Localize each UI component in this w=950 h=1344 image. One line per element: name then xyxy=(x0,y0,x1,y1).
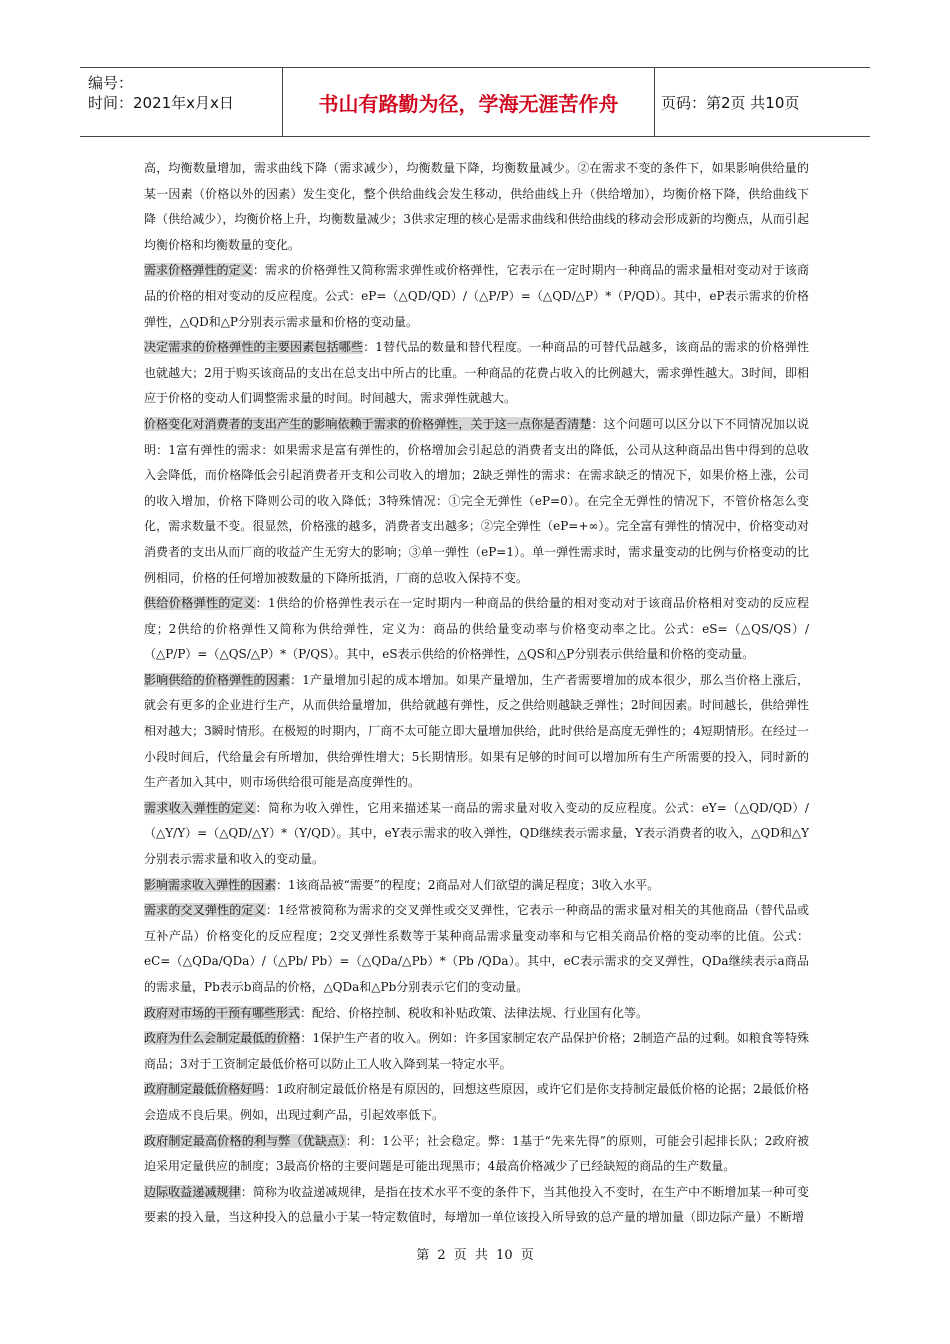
header-page-cell xyxy=(655,68,870,136)
paragraph-body: ：1经常被简称为需求的交叉弹性或交叉弹性，它表示一种商品的需求量对相关的其他商品（替代品或互补产品）价格变化的反应程度；2交叉弹性系数等于某种商品需求量变动率和与它相关商品价格的变动率的比值。公式：eC=（△QDa/QDa）/（△Pb/ Pb）=（△QDa/△Pb）*（Pb /QDa）。其中，eC表示需求的交叉弹性，QDa继续表示a商品的需求量，Pb表示b商品的价格，△QDa和△Pb分别表示它们的变动量。 xyxy=(144,903,809,994)
paragraph-heading: 决定需求的价格弹性的主要因素包括哪些 xyxy=(144,340,364,355)
paragraph-body: ：利：1公平；社会稳定。弊：1基于“先来先得”的原则，可能会引起排长队；2政府被迫采用定量供应的制度；3最高价格的主要问题是可能出现黑市；4最高价格减少了已经缺短的商品的生产数量。 xyxy=(144,1133,809,1174)
paragraph-body: ：简称为收益递减规律，是指在技术水平不变的条件下，当其他投入不变时，在生产中不断增加某一种可变要素的投入量，当这种投入的总量小于某一特定数值时，每增加一单位该投入所导致的总产量的增加量（即边际产量）不断增 xyxy=(144,1184,809,1225)
paragraph-body: 高，均衡数量增加，需求曲线下降（需求减少），均衡数量下降，均衡数量减少。②在需求不变的条件下，如果影响供给量的某一因素（价格以外的因素）发生变化，整个供给曲线会发生移动，供给曲线上升（供给增加），均衡价格下降，供给曲线下降（供给减少），均衡价格上升，均衡数量减少；3供求定理的核心是需求曲线和供给曲线的移动会形成新的均衡点，从而引起均衡价格和均衡数量的变化。 xyxy=(144,161,809,252)
paragraph-heading: 需求收入弹性的定义 xyxy=(144,800,256,815)
paragraph-body: ：需求的价格弹性又简称需求弹性或价格弹性，它表示在一定时期内一种商品的需求量相对变动对于该商品的价格的相对变动的反应程度。公式：eP=（△QD/QD）/（△P/P）=（△QD/△P）*（P/QD）。其中，eP表示需求的价格弹性，△QD和△P分别表示需求量和价格的变动量。 xyxy=(144,263,809,329)
paragraph-heading: 价格变化对消费者的支出产生的影响依赖于需求的价格弹性，关于这一点你是否清楚 xyxy=(144,416,592,431)
paragraph xyxy=(144,873,809,899)
header-meta-cell xyxy=(80,68,283,136)
paragraph-body: ：1保护生产者的收入。例如：许多国家制定农产品保护价格；2制造产品的过剩。如粮食等特殊商品；3对于工资制定最低价格可以防止工人收入降到某一特定水平。 xyxy=(144,1031,809,1071)
paragraph-heading: 政府制定最低价格好吗 xyxy=(144,1082,265,1097)
paragraph xyxy=(144,668,809,796)
paragraph xyxy=(144,1001,809,1027)
paragraph-body: ：简称为收入弹性，它用来描述某一商品的需求量对收入变动的反应程度。公式：eY=（△QD/QD）/（△Y/Y）=（△QD/△Y）*（Y/QD）。其中，eY表示需求的收入弹性，QD继续表示需求量，Y表示消费者的收入，△QD和△Y分别表示需求量和收入的变动量。 xyxy=(144,800,809,867)
paragraph xyxy=(144,1026,809,1077)
header-page-number: 页码：第2页 共10页 xyxy=(661,93,800,112)
paragraph-heading: 边际收益递减规律 xyxy=(144,1184,241,1199)
paragraph xyxy=(144,258,809,335)
header-motto-cell xyxy=(283,68,655,136)
paragraph-heading: 政府对市场的干预有哪些形式 xyxy=(144,1005,301,1020)
paragraph-body: ：1该商品被“需要”的程度；2商品对人们欲望的满足程度；3收入水平。 xyxy=(276,877,660,892)
paragraph xyxy=(144,796,809,873)
paragraph xyxy=(144,898,809,1000)
paragraph xyxy=(144,1129,809,1180)
paragraph-body: ：配给、价格控制、税收和补贴政策、法律法规、行业国有化等。 xyxy=(300,1005,649,1020)
paragraph-heading: 供给价格弹性的定义 xyxy=(144,596,256,611)
paragraph-body: ：1替代品的数量和替代程度。一种商品的可替代品越多，该商品的需求的价格弹性也就越大；2用于购买该商品的支出在总支出中所占的比重。一种商品的花费占收入的比例越大，需求弹性越大。3时间，即相应于价格的变动人们调整需求量的时间。时间越大，需求弹性就越大。 xyxy=(144,340,809,406)
paragraph xyxy=(144,335,809,412)
paragraph-body: ：这个问题可以区分以下不同情况加以说明：1富有弹性的需求：如果需求是富有弹性的，价格增加会引起总的消费者支出的降低，公司从这种商品出售中得到的总收入会降低，而价格降低会引起消费者开支和公司收入的增加；2缺乏弹性的需求：在需求缺乏的情况下，如果价格上涨，公司的收入增加，价格下降则公司的收入降低；3特殊情况：①完全无弹性（eP=0）。在完全无弹性的情况下，不管价格怎么变化，需求数量不变。很显然，价格涨的越多，消费者支出越多；②完全弹性（eP=+∞）。完全富有弹性的情况中，价格变动对消费者的支出从而厂商的收益产生无穷大的影响；③单一弹性（eP=1）。单一弹性需求时，需求量变动的比例与价格变动的比例相同，价格的任何增加被数量的下降所抵消，厂商的总收入保持不变。 xyxy=(144,416,809,585)
paragraph-heading: 政府制定最高价格的利与弊（优缺点） xyxy=(144,1133,346,1148)
paragraph-body: ：1产量增加引起的成本增加。如果产量增加，生产者需要增加的成本很少，那么当价格上涨后，就会有更多的企业进行生产，从而供给量增加，供给就越有弹性，反之供给则越缺乏弹性；2时间因素。时间越长，供给弹性相对越大；3瞬时情形。在极短的时期内，厂商不太可能立即大量增加供给，此时供给是高度无弹性的；4短期情形。在经过一小段时间后，代给量会有所增加，供给弹性增大；5长期情形。如果有足够的时间可以增加所有生产所需要的投入，同时新的生产者加入其中，则市场供给很可能是高度弹性的。 xyxy=(144,672,809,790)
paragraph-heading: 需求的交叉弹性的定义 xyxy=(144,903,266,918)
paragraph-body: ：1供给的价格弹性表示在一定时期内一种商品的供给量的相对变动对于该商品价格相对变动的反应程度；2供给的价格弹性又简称为供给弹性，定义为：商品的供给量变动率与价格变动率之比。公式：eS=（△QS/QS）/（△P/P）=（△QS/△P）*（P/QS）。其中，eS表示供给的价格弹性，△QS和△P分别表示供给量和价格的变动量。 xyxy=(144,596,809,662)
document-date-label: 时间：2021年x月x日 xyxy=(88,94,234,112)
page-header xyxy=(80,67,870,137)
paragraph xyxy=(144,591,809,668)
paragraph-heading: 影响需求收入弹性的因素 xyxy=(144,877,277,892)
document-body xyxy=(144,156,809,1231)
paragraph-heading: 影响供给的价格弹性的因素 xyxy=(144,672,291,687)
document-number-label: 编号： xyxy=(88,74,134,92)
paragraph xyxy=(144,156,809,258)
header-motto: 书山有路勤为径，学海无涯苦作舟 xyxy=(318,91,619,116)
paragraph xyxy=(144,1180,809,1231)
paragraph-heading: 政府为什么会制定最低的价格 xyxy=(144,1031,301,1046)
paragraph-body: ：1政府制定最低价格是有原因的，回想这些原因，或许它们是你支持制定最低价格的论据；2最低价格会造成不良后果。例如，出现过剩产品，引起效率低下。 xyxy=(144,1082,809,1122)
footer-page-number: 第 2 页 共 10 页 xyxy=(416,1248,534,1263)
paragraph-heading: 需求价格弹性的定义 xyxy=(144,263,253,278)
paragraph xyxy=(144,1077,809,1128)
page-footer xyxy=(0,1244,950,1263)
paragraph xyxy=(144,412,809,591)
